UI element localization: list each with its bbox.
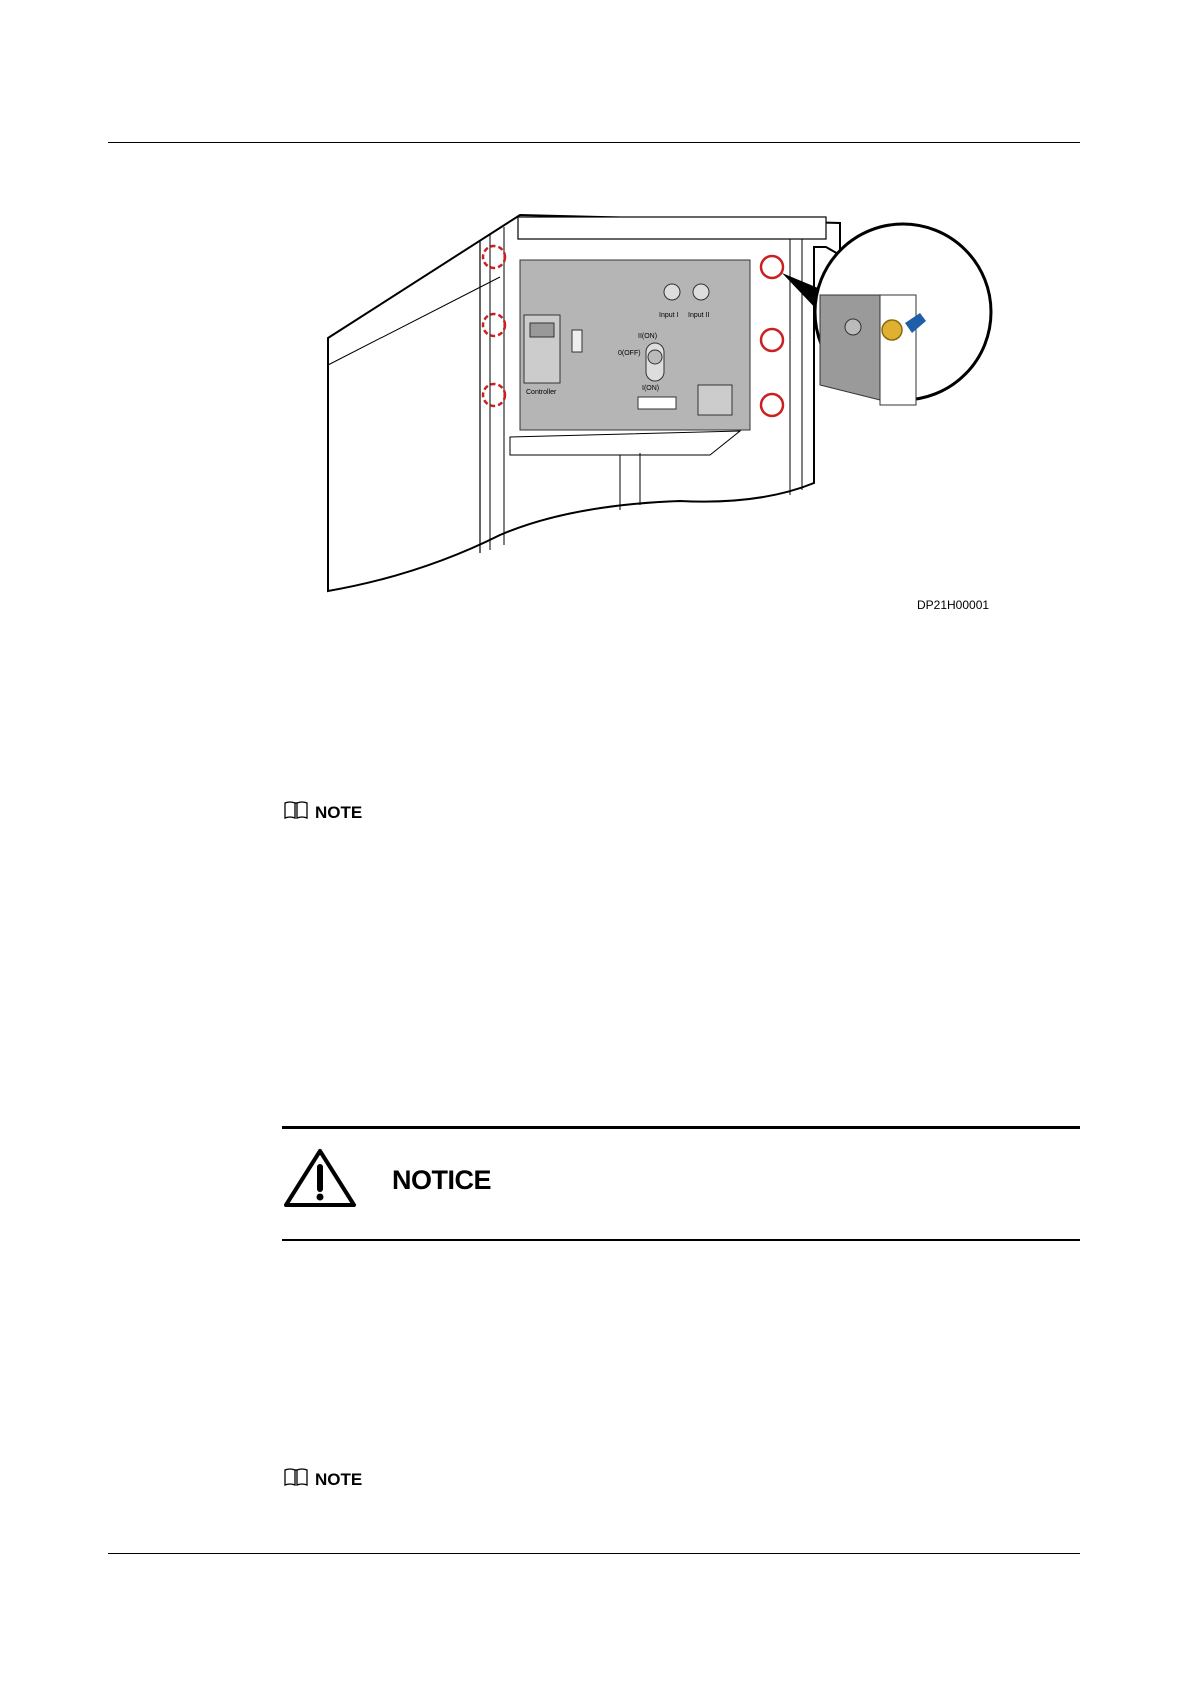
cabinet-illustration: [320, 205, 1020, 625]
notice-label: NOTICE: [392, 1165, 492, 1195]
figure-code: DP21H00001: [917, 598, 990, 612]
notice-top-bar: [282, 1126, 1080, 1129]
footer-rule: [108, 1553, 1080, 1554]
notice-block: [282, 1147, 491, 1214]
note-label: NOTE: [315, 802, 363, 822]
controller-label: Controller: [526, 389, 557, 396]
notice-bottom-bar: [282, 1239, 1080, 1241]
book-icon: [283, 1467, 309, 1492]
cabinet-figure: [320, 205, 1020, 625]
note-label: NOTE: [315, 1469, 363, 1489]
header-rule: [108, 142, 1080, 143]
note-1: [283, 800, 362, 825]
switch-on-1-label: I(ON): [642, 385, 660, 392]
warning-triangle-icon: [282, 1147, 358, 1214]
input-1-label: Input I: [659, 312, 679, 319]
book-icon: [283, 800, 309, 825]
switch-on-2-label: II(ON): [638, 333, 658, 340]
note-2: [283, 1467, 362, 1492]
switch-off-label: 0(OFF): [618, 350, 641, 357]
input-2-label: Input II: [688, 312, 710, 319]
